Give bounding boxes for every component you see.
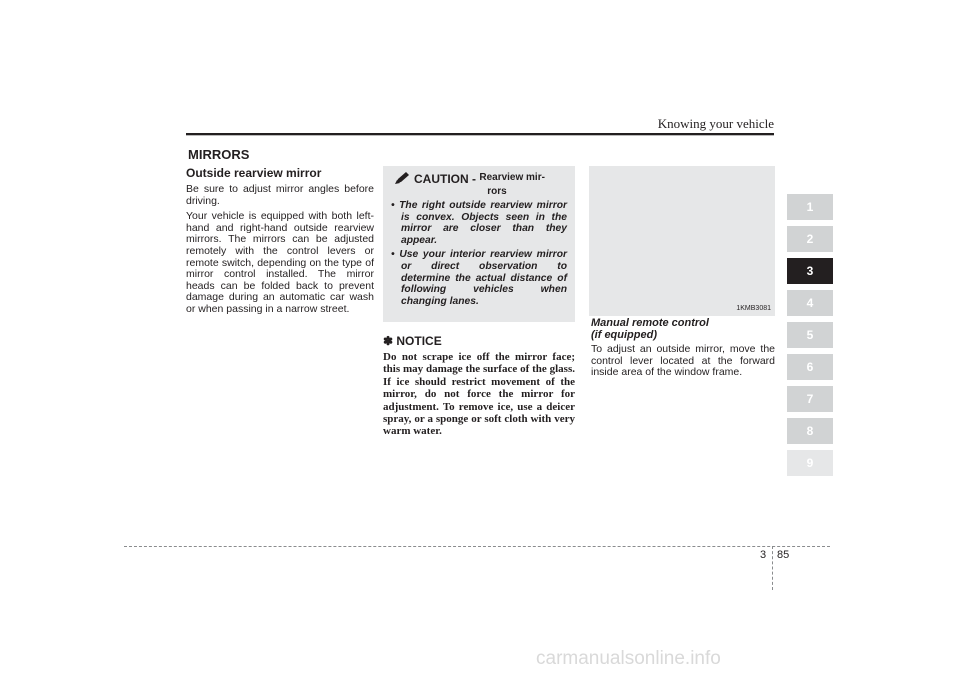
chapter-tab-active[interactable]: 3 bbox=[787, 258, 833, 284]
caution-item: • Use your interior rearview mirror or direct observation to determine the actual distance of following vehicles when changing lanes. bbox=[391, 249, 567, 307]
outside-mirror-heading: Outside rearview mirror bbox=[186, 166, 322, 180]
mirror-figure bbox=[589, 166, 775, 316]
outside-mirror-paragraph: Be sure to adjust mirror angles before driving. bbox=[186, 183, 374, 207]
page-number: 85 bbox=[777, 549, 790, 561]
chapter-tab[interactable]: 5 bbox=[787, 322, 833, 348]
footer-divider bbox=[772, 546, 773, 590]
chapter-tab[interactable]: 1 bbox=[787, 194, 833, 220]
outside-mirror-paragraph: Your vehicle is equipped with both left-hand and right-hand outside rearview mirrors. The mirrors can be adjusted remotely with the control levers or remote switch, depending on the type of mirror control installed. The mirror heads can be folded back to prevent damage during an automatic car wash or when passing in a narrow street. bbox=[186, 210, 374, 315]
manual-remote-heading: Manual remote control (if equipped) bbox=[591, 317, 709, 341]
caution-header bbox=[395, 172, 567, 187]
footer-rule bbox=[124, 546, 830, 547]
caution-list bbox=[391, 200, 567, 307]
section-title: MIRRORS bbox=[188, 147, 250, 162]
header-rule-shadow bbox=[186, 135, 774, 136]
chapter-tab[interactable]: 8 bbox=[787, 418, 833, 444]
notice-title: ✽ NOTICE bbox=[383, 334, 442, 348]
outside-mirror-section bbox=[186, 166, 374, 320]
pen-icon bbox=[395, 172, 410, 187]
figure-label: 1KMB3081 bbox=[736, 305, 771, 312]
caution-label: CAUTION - bbox=[414, 172, 476, 186]
chapter-tab[interactable]: 6 bbox=[787, 354, 833, 380]
chapter-tab[interactable]: 2 bbox=[787, 226, 833, 252]
watermark: carmanualsonline.info bbox=[536, 648, 721, 669]
caution-box bbox=[383, 166, 575, 322]
chapter-tab[interactable]: 7 bbox=[787, 386, 833, 412]
chapter-tabs bbox=[787, 194, 833, 482]
caution-subtitle-cont: rors bbox=[487, 186, 507, 197]
manual-remote-section bbox=[591, 317, 775, 383]
caution-item: • The right outside rearview mirror is convex. Objects seen in the mirror are closer than they appear. bbox=[391, 200, 568, 246]
manual-remote-text: To adjust an outside mirror, move the control lever located at the forward inside area of the window frame. bbox=[591, 343, 775, 379]
page-chapter: 3 bbox=[760, 549, 767, 561]
chapter-tab[interactable]: 9 bbox=[787, 450, 833, 476]
notice-text: Do not scrape ice off the mirror face; this may damage the surface of the glass. If ice should restrict movement of the mirror, do not force the mirror for adjustment. To remove ice, use a deicer spray, or a sponge or soft cloth with very warm water. bbox=[383, 351, 575, 438]
notice-section bbox=[383, 334, 575, 438]
caution-subtitle: Rearview mir- bbox=[479, 172, 545, 183]
header-title: Knowing your vehicle bbox=[657, 116, 774, 131]
chapter-tab[interactable]: 4 bbox=[787, 290, 833, 316]
